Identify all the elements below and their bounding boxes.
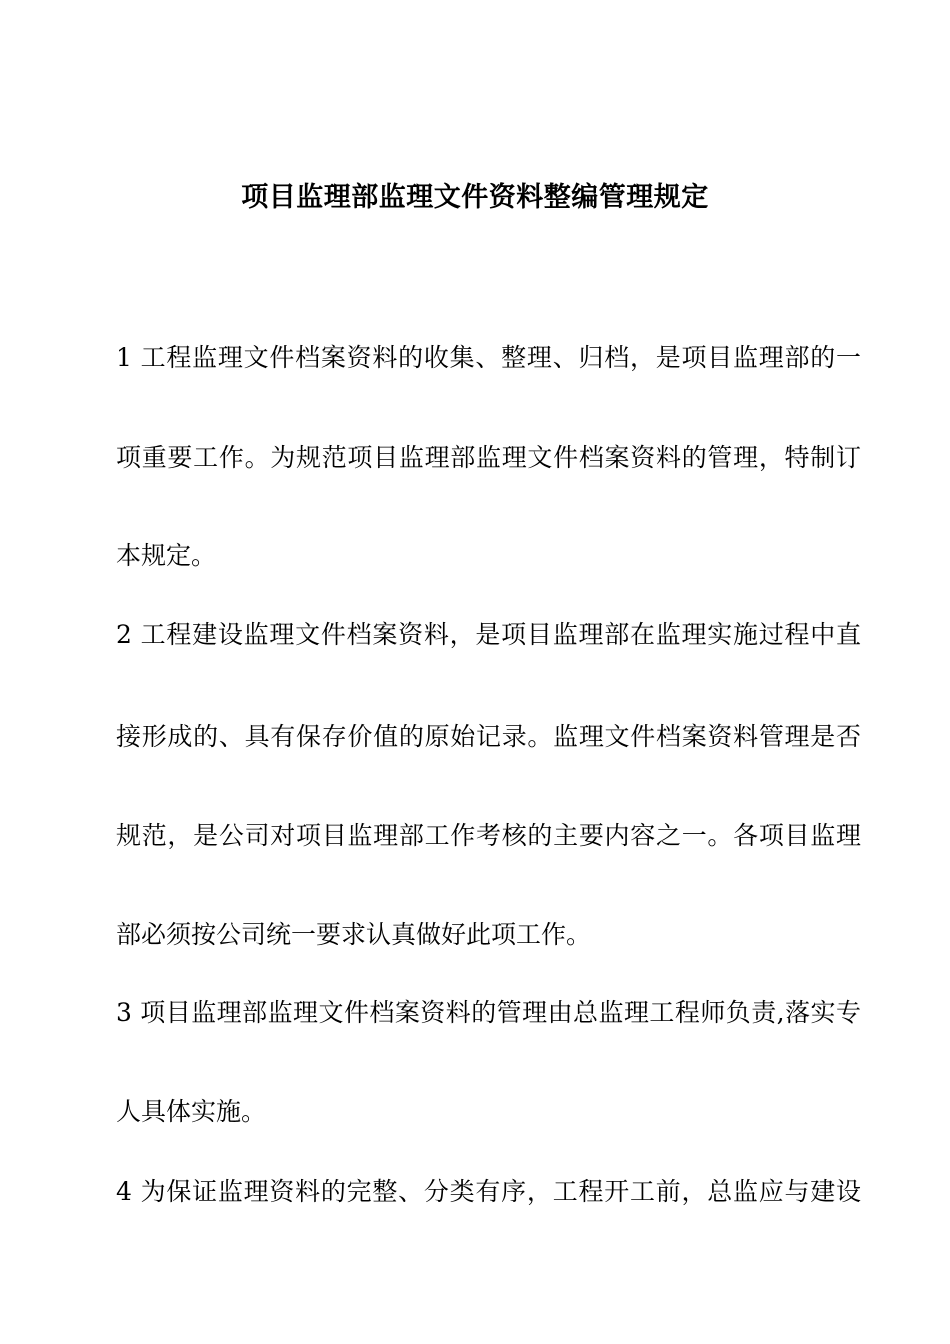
paragraph-2-line-3: 规范，是公司对项目监理部工作考核的主要内容之一。各项目监理 [116, 821, 861, 850]
paragraph-1-line-3: 本规定。 [116, 541, 217, 570]
paragraph-1-line-2: 项重要工作。为规范项目监理部监理文件档案资料的管理，特制订 [116, 443, 861, 472]
paragraph-3-line-2: 人具体实施。 [116, 1097, 267, 1126]
document-title: 项目监理部监理文件资料整编管理规定 [241, 182, 709, 213]
paragraph-3-line-1: 3 项目监理部监理文件档案资料的管理由总监理工程师负责,落实专 [116, 998, 861, 1027]
paragraph-4-line-1: 4 为保证监理资料的完整、分类有序，工程开工前，总监应与建设 [116, 1177, 861, 1206]
paragraph-1-line-1: 1 工程监理文件档案资料的收集、整理、归档，是项目监理部的一 [116, 343, 861, 372]
paragraph-2-line-4: 部必须按公司统一要求认真做好此项工作。 [116, 920, 592, 949]
paragraph-2-line-1: 2 工程建设监理文件档案资料，是项目监理部在监理实施过程中直 [116, 620, 861, 649]
paragraph-2-line-2: 接形成的、具有保存价值的原始记录。监理文件档案资料管理是否 [116, 722, 861, 751]
